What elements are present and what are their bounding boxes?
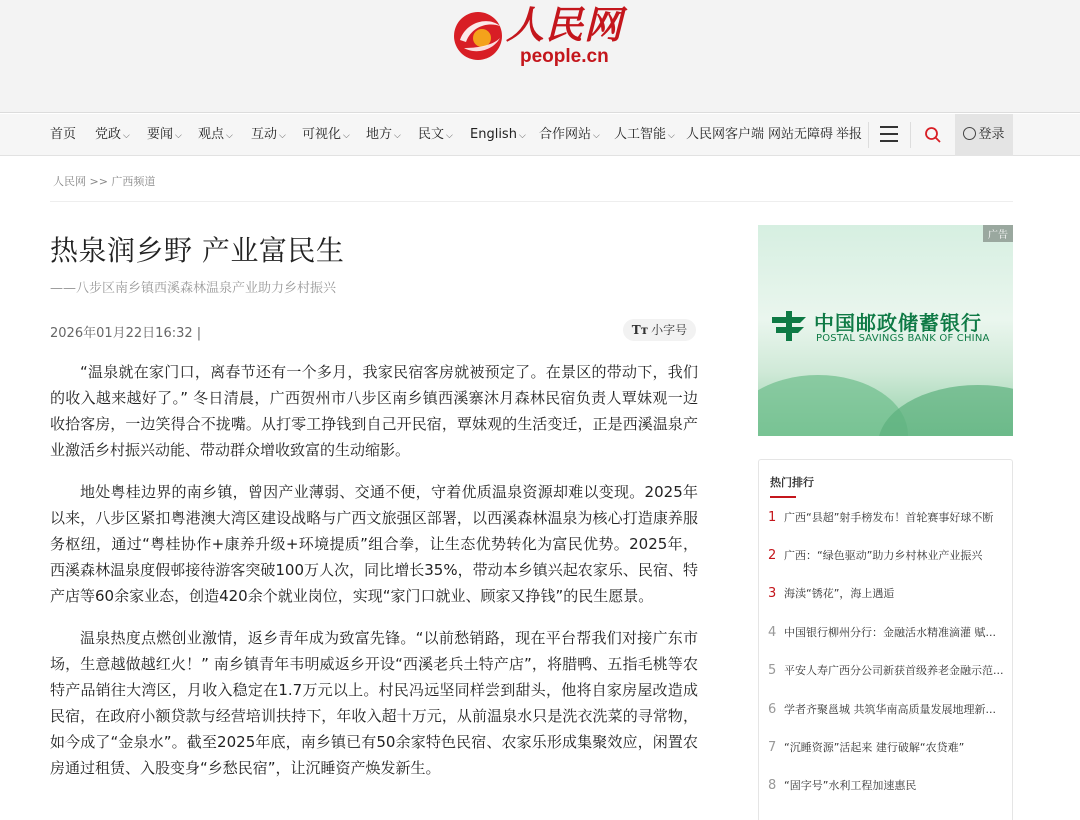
rank-number: 6 xyxy=(768,702,777,717)
article-paragraph: 温泉热度点燃创业激情，返乡青年成为致富先锋。“以前愁销路，现在平台帮我们对接广东市场，生意越做越红火！” 南乡镇青年韦明威返乡开设“西溪老兵土特产店”，将腊鸭、五指毛桃等农特产品销往大湾区，月收入稳定在1.7万元以上。村民冯远坚同样尝到甜头，他将自家房屋改造成民宿，在政府小额贷款与经营培训扶持下，年收入超十万元，从前温泉水只是洗衣洗菜的寻常物，如今成了“金泉水”。截至2025年底，南乡镇已有50余家特色民宿、农家乐形成集聚效应，闲置农房通过租赁、入股变身“乡愁民宿”，让沉睡资产焕发新生。 xyxy=(50,629,698,777)
nav-label: 合作网站 xyxy=(539,127,592,142)
nav-item-partners[interactable] xyxy=(539,114,600,156)
text-size-icon: Tт xyxy=(631,323,649,337)
list-item-title: “沉睡资源”活起来 建行破解“农贷难” xyxy=(784,741,965,754)
font-size-label: 小字号 xyxy=(651,323,688,337)
hot-ranking-panel xyxy=(758,459,1013,820)
main-nav xyxy=(0,114,1080,156)
rank-number: 3 xyxy=(768,586,777,601)
nav-item-accessibility[interactable] xyxy=(768,114,833,156)
nav-label: 民文 xyxy=(418,127,445,142)
chevron-down-icon: ⌵ xyxy=(668,131,675,141)
login-button[interactable] xyxy=(955,114,1013,156)
list-item-title: 海渎“锈花”，海上遇逅 xyxy=(784,587,895,600)
article-paragraph: “温泉就在家门口，离春节还有一个多月，我家民宿客房就被预定了。在景区的带动下，我们的收入越来越好了。” 冬日清晨，广西贺州市八步区南乡镇西溪寨沐月森林民宿负责人覃妹观一边收拾客房，一边笑得合不拢嘴。从打零工挣钱到自己开民宿，覃妹观的生活变迁，正是西溪温泉产业激活乡村振兴动能、带动群众增收致富的生动缩影。 xyxy=(50,363,698,459)
nav-label: 地方 xyxy=(366,127,393,142)
breadcrumb[interactable]: 人民网 >> 广西频道 xyxy=(53,175,156,188)
rank-number: 4 xyxy=(768,625,777,640)
nav-item-opinion[interactable] xyxy=(198,114,233,156)
nav-label: 首页 xyxy=(50,127,77,142)
ad-decoration xyxy=(878,385,1013,436)
nav-item-interact[interactable] xyxy=(251,114,286,156)
login-label: 登录 xyxy=(978,127,1005,142)
nav-label: 举报 xyxy=(836,127,863,142)
list-item[interactable] xyxy=(768,661,1008,681)
logo-text-en: people.cn xyxy=(520,46,609,67)
list-item-title: 平安人寿广西分公司新获首级养老金融示范... xyxy=(784,664,1004,677)
chevron-down-icon: ⌵ xyxy=(446,131,453,141)
nav-item-ai[interactable] xyxy=(614,114,675,156)
nav-item-report[interactable] xyxy=(836,114,862,156)
article-title: 热泉润乡野 产业富民生 xyxy=(50,234,345,267)
list-item[interactable] xyxy=(768,776,1008,796)
nav-label: 要闻 xyxy=(147,127,174,142)
nav-item-local[interactable] xyxy=(366,114,401,156)
nav-label: 人工智能 xyxy=(614,127,667,142)
list-item[interactable] xyxy=(768,546,1008,566)
site-logo[interactable] xyxy=(452,4,632,68)
ad-tag: 广告 xyxy=(983,225,1013,242)
rank-number: 1 xyxy=(768,510,777,525)
chevron-down-icon: ⌵ xyxy=(343,131,350,141)
chevron-down-icon: ⌵ xyxy=(593,131,600,141)
site-header xyxy=(0,0,1080,113)
list-item[interactable] xyxy=(768,508,1008,528)
list-item-title: 广西：“绿色驱动”助力乡村林业产业振兴 xyxy=(784,549,983,562)
chevron-down-icon: ⌵ xyxy=(279,131,286,141)
list-item[interactable] xyxy=(768,584,1008,604)
nav-item-party[interactable] xyxy=(95,114,130,156)
hot-ranking-title: 热门排行 xyxy=(770,476,814,489)
rank-number: 7 xyxy=(768,740,777,755)
breadcrumb-divider xyxy=(50,201,1013,202)
nav-label: 可视化 xyxy=(302,127,342,142)
article-body xyxy=(50,359,698,797)
postal-bank-logo-icon xyxy=(770,309,808,343)
logo-text-cn: 人民网 xyxy=(506,2,624,47)
user-icon xyxy=(963,127,976,140)
nav-item-minority[interactable] xyxy=(418,114,453,156)
font-size-toggle-button[interactable] xyxy=(623,319,696,341)
hot-ranking-underline xyxy=(770,496,796,498)
nav-label: 网站无障碍 xyxy=(768,127,834,142)
article-subtitle: ——八步区南乡镇西溪森林温泉产业助力乡村振兴 xyxy=(50,281,337,296)
list-item[interactable] xyxy=(768,700,1008,720)
rank-number: 2 xyxy=(768,548,777,563)
nav-label: English xyxy=(470,127,517,142)
article-paragraph: 地处粤桂边界的南乡镇，曾因产业薄弱、交通不便，守着优质温泉资源却难以变现。2025年以来，八步区紧扣粤港澳大湾区建设战略与广西文旅强区部署，以西溪森林温泉为核心打造康养服务枢纽，通过“粤桂协作+康养升级+环境提质”组合拳，让生态优势转化为富民优势。2025年，西溪森林温泉度假邨接待游客突破100万人次，同比增长35%，带动本乡镇兴起农家乐、民宿、特产店等60余家业态，创造420余个就业岗位，实现“家门口就业、顾家又挣钱”的民生愿景。 xyxy=(50,483,698,605)
ad-bank-name: 中国邮政储蓄银行 xyxy=(814,311,982,335)
menu-icon[interactable] xyxy=(880,126,898,142)
nav-divider xyxy=(910,122,911,148)
nav-item-english[interactable] xyxy=(470,114,526,156)
list-item-title: “固字号”水利工程加速惠民 xyxy=(784,779,917,792)
rank-number: 5 xyxy=(768,663,777,678)
nav-label: 互动 xyxy=(251,127,278,142)
chevron-down-icon: ⌵ xyxy=(175,131,182,141)
nav-item-visual[interactable] xyxy=(302,114,350,156)
list-item-title: 学者齐聚邕城 共筑华南高质量发展地理新... xyxy=(784,703,996,716)
rank-number: 8 xyxy=(768,778,777,793)
chevron-down-icon: ⌵ xyxy=(123,131,130,141)
list-item-title: 广西“县超”射手榜发布！首轮赛事好球不断 xyxy=(784,511,994,524)
list-item[interactable] xyxy=(768,623,1008,643)
nav-divider xyxy=(868,122,869,148)
chevron-down-icon: ⌵ xyxy=(518,131,526,141)
chevron-down-icon: ⌵ xyxy=(226,131,233,141)
ad-bank-name-en: POSTAL SAVINGS BANK OF CHINA xyxy=(816,333,990,344)
nav-label: 党政 xyxy=(95,127,122,142)
nav-label: 人民网客户端 xyxy=(686,127,765,142)
nav-item-app[interactable] xyxy=(686,114,764,156)
article-date: 2026年01月22日16:32 | xyxy=(50,326,202,341)
nav-label: 观点 xyxy=(198,127,225,142)
ad-banner[interactable] xyxy=(758,225,1013,436)
nav-item-news[interactable] xyxy=(147,114,182,156)
nav-item-home[interactable] xyxy=(50,114,76,156)
logo-emblem-icon xyxy=(452,8,506,62)
list-item-title: 中国银行柳州分行：金融活水精准滴灌 赋... xyxy=(784,626,996,639)
chevron-down-icon: ⌵ xyxy=(394,131,401,141)
list-item[interactable] xyxy=(768,738,1008,758)
search-icon[interactable] xyxy=(924,126,942,144)
